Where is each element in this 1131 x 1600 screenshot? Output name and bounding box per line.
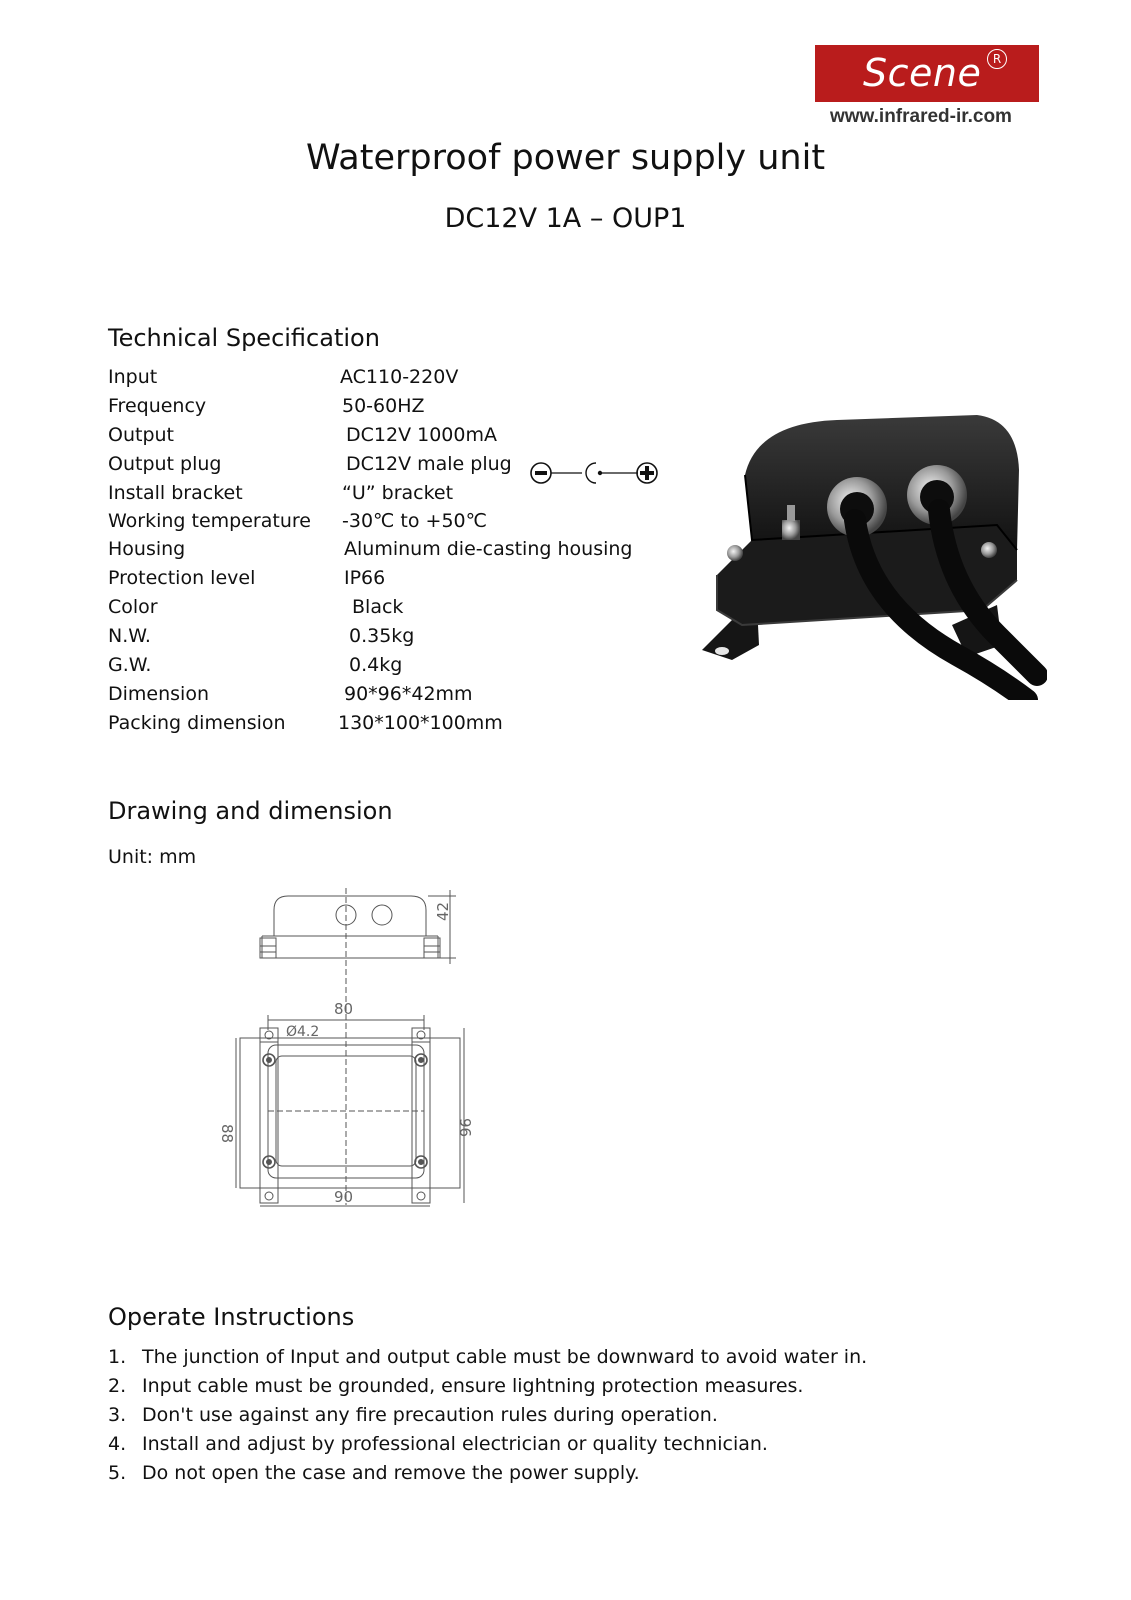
spec-heading: Technical Specification bbox=[108, 324, 380, 352]
instruction-text: Don't use against any fire precaution rules during operation. bbox=[142, 1404, 718, 1426]
spec-label: Install bracket bbox=[108, 482, 243, 504]
spec-value: DC12V male plug bbox=[346, 453, 512, 475]
spec-label: Working temperature bbox=[108, 510, 311, 532]
instruction-number: 2. bbox=[108, 1375, 127, 1397]
dim-hole: Ø4.2 bbox=[286, 1024, 320, 1040]
dim-height: 42 bbox=[434, 901, 452, 921]
spec-value: Black bbox=[352, 596, 404, 618]
spec-value: 0.35kg bbox=[349, 625, 415, 647]
spec-label: Housing bbox=[108, 538, 186, 560]
instruction-number: 5. bbox=[108, 1462, 127, 1484]
instruction-item bbox=[108, 1375, 803, 1397]
plug-polarity-icon bbox=[530, 458, 660, 488]
spec-label: Dimension bbox=[108, 683, 209, 705]
product-photo bbox=[697, 375, 1047, 700]
instruction-number: 4. bbox=[108, 1433, 127, 1455]
drawing-heading: Drawing and dimension bbox=[108, 797, 393, 825]
page-title: Waterproof power supply unit bbox=[305, 138, 826, 178]
instruction-text: Install and adjust by professional electrician or quality technician. bbox=[142, 1433, 768, 1455]
spec-value: -30℃ to +50℃ bbox=[342, 510, 487, 532]
instruction-text: Do not open the case and remove the power supply. bbox=[142, 1462, 640, 1484]
brand-name: Scene bbox=[863, 51, 982, 95]
spec-value: “U” bracket bbox=[342, 482, 454, 504]
spec-value: 130*100*100mm bbox=[338, 712, 503, 734]
brand-logo bbox=[815, 45, 1039, 102]
spec-value: 90*96*42mm bbox=[344, 683, 473, 705]
spec-label: Output plug bbox=[108, 453, 222, 475]
instruction-text: The junction of Input and output cable must be downward to avoid water in. bbox=[142, 1346, 868, 1368]
instruction-item bbox=[108, 1346, 867, 1368]
page-subtitle: DC12V 1A – OUP1 bbox=[444, 203, 687, 234]
spec-label: G.W. bbox=[108, 654, 152, 676]
instruction-number: 3. bbox=[108, 1404, 127, 1426]
dim-bottom-width: 90 bbox=[334, 1188, 354, 1206]
spec-value: 50-60HZ bbox=[342, 395, 425, 417]
registered-mark: R bbox=[987, 49, 1007, 69]
dim-outer-height: 96 bbox=[456, 1118, 474, 1138]
spec-value: 0.4kg bbox=[349, 654, 403, 676]
spec-label: N.W. bbox=[108, 625, 151, 647]
instruction-number: 1. bbox=[108, 1346, 127, 1368]
instruction-item bbox=[108, 1404, 718, 1426]
spec-label: Packing dimension bbox=[108, 712, 286, 734]
instructions-heading: Operate Instructions bbox=[108, 1303, 355, 1331]
website-url: www.infrared-ir.com bbox=[830, 106, 1012, 127]
spec-value: AC110-220V bbox=[340, 366, 459, 388]
dimension-drawing bbox=[216, 880, 476, 1220]
drawing-unit: Unit: mm bbox=[108, 846, 197, 868]
spec-label: Input bbox=[108, 366, 158, 388]
spec-label: Protection level bbox=[108, 567, 256, 589]
instruction-item bbox=[108, 1462, 640, 1484]
spec-label: Frequency bbox=[108, 395, 207, 417]
dim-inner-height: 88 bbox=[218, 1124, 236, 1144]
spec-value: Aluminum die-casting housing bbox=[344, 538, 633, 560]
spec-value: DC12V 1000mA bbox=[346, 424, 497, 446]
spec-value: IP66 bbox=[344, 567, 386, 589]
instruction-item bbox=[108, 1433, 768, 1455]
spec-label: Color bbox=[108, 596, 158, 618]
dim-top-width: 80 bbox=[334, 1000, 354, 1018]
instruction-text: Input cable must be grounded, ensure lightning protection measures. bbox=[142, 1375, 804, 1397]
spec-label: Output bbox=[108, 424, 174, 446]
